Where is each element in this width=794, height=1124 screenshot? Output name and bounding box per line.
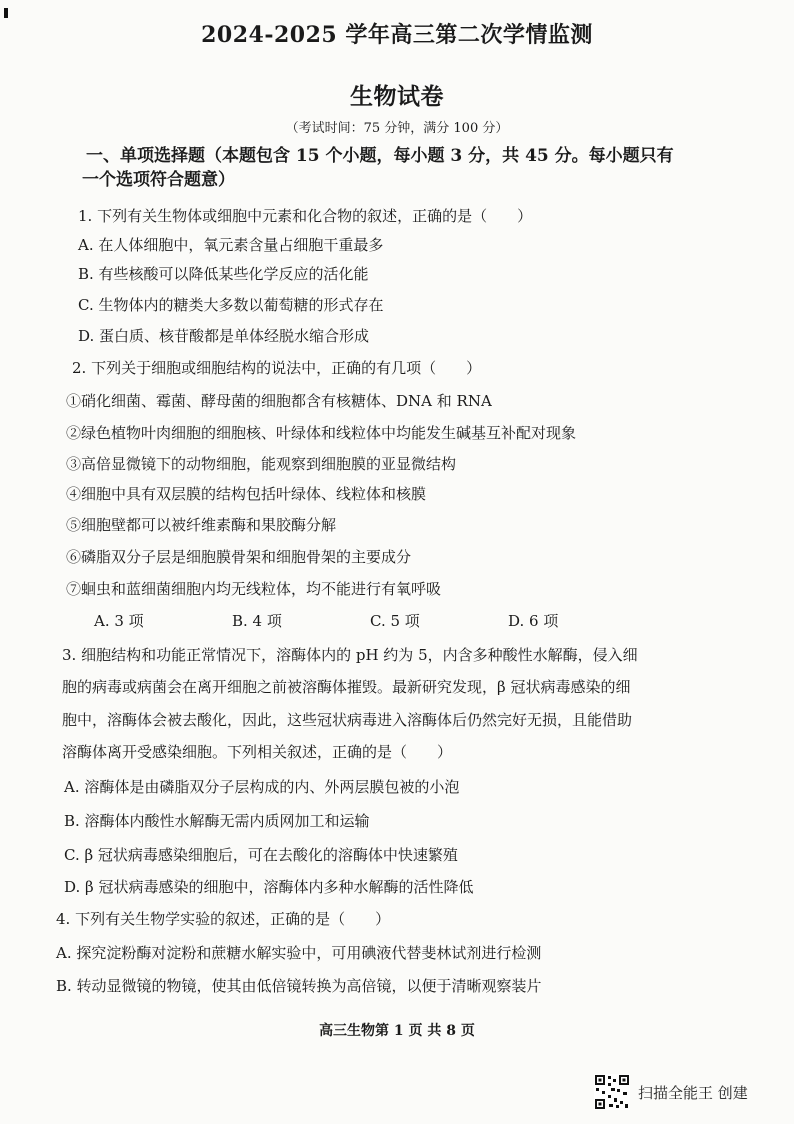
q3-option-b: B. 溶酶体内酸性水解酶无需内质网加工和运输 [64,812,370,830]
q1-option-a: A. 在人体细胞中，氧元素含量占细胞干重最多 [78,236,384,254]
q2-option-d: D. 6 项 [508,612,559,630]
q2-stem: 2. 下列关于细胞或细胞结构的说法中，正确的有几项（ ） [72,359,482,377]
q2-option-c: C. 5 项 [370,612,420,630]
q4-option-a: A. 探究淀粉酶对淀粉和蔗糖水解实验中，可用碘液代替斐林试剂进行检测 [56,944,542,962]
q3-stem-line1: 3. 细胞结构和功能正常情况下，溶酶体内的 pH 约为 5，内含多种酸性水解酶，侵入细 [62,646,638,664]
scan-mark [4,8,8,18]
q2-item-5: ⑤细胞壁都可以被纤维素酶和果胶酶分解 [66,516,337,534]
q3-stem-line3: 胞中，溶酶体会被去酸化，因此，这些冠状病毒进入溶酶体后仍然完好无损，且能借助 [62,711,633,729]
q2-item-7: ⑦蛔虫和蓝细菌细胞内均无线粒体，均不能进行有氧呼吸 [66,580,442,598]
q1-option-d: D. 蛋白质、核苷酸都是单体经脱水缩合形成 [78,327,370,345]
q1-option-b: B. 有些核酸可以降低某些化学反应的活化能 [78,265,369,283]
q2-item-6: ⑥磷脂双分子层是细胞膜骨架和细胞骨架的主要成分 [66,548,412,566]
q4-stem: 4. 下列有关生物学实验的叙述，正确的是（ ） [56,910,391,928]
q2-option-b: B. 4 项 [232,612,282,630]
q2-item-2: ②绿色植物叶肉细胞的细胞核、叶绿体和线粒体中均能发生碱基互补配对现象 [66,424,577,442]
q3-stem-line4: 溶酶体离开受感染细胞。下列相关叙述，正确的是（ ） [62,743,453,761]
exam-title: 2024-2025 学年高三第二次学情监测 [201,22,593,48]
q4-option-b: B. 转动显微镜的物镜，使其由低倍镜转换为高倍镜，以便于清晰观察装片 [56,977,542,995]
q3-option-a: A. 溶酶体是由磷脂双分子层构成的内、外两层膜包被的小泡 [64,778,460,796]
scanner-label: 扫描全能王 创建 [638,1083,748,1102]
q2-option-a: A. 3 项 [94,612,144,630]
q3-stem-line2: 胞的病毒或病菌会在离开细胞之前被溶酶体摧毁。最新研究发现，β 冠状病毒感染的细 [62,678,631,696]
q1-option-c: C. 生物体内的糖类大多数以葡萄糖的形式存在 [78,296,384,314]
scanner-badge [594,1074,748,1110]
q1-stem: 1. 下列有关生物体或细胞中元素和化合物的叙述，正确的是（ ） [78,207,533,225]
subject-title: 生物试卷 [350,83,444,110]
section-heading: 一、单项选择题（本题包含 15 个小题，每小题 3 分，共 45 分。每小题只有 [86,146,674,166]
qr-code-icon [594,1074,630,1110]
section-heading-cont: 一个选项符合题意） [82,170,235,190]
exam-info: （考试时间：75 分钟，满分 100 分） [285,121,509,136]
q2-item-1: ①硝化细菌、霉菌、酵母菌的细胞都含有核糖体、DNA 和 RNA [66,392,492,410]
page-footer: 高三生物第 1 页 共 8 页 [319,1023,475,1039]
q3-option-d: D. β 冠状病毒感染的细胞中，溶酶体内多种水解酶的活性降低 [64,878,474,896]
q2-item-3: ③高倍显微镜下的动物细胞，能观察到细胞膜的亚显微结构 [66,455,457,473]
q3-option-c: C. β 冠状病毒感染细胞后，可在去酸化的溶酶体中快速繁殖 [64,846,458,864]
q2-item-4: ④细胞中具有双层膜的结构包括叶绿体、线粒体和核膜 [66,485,427,503]
